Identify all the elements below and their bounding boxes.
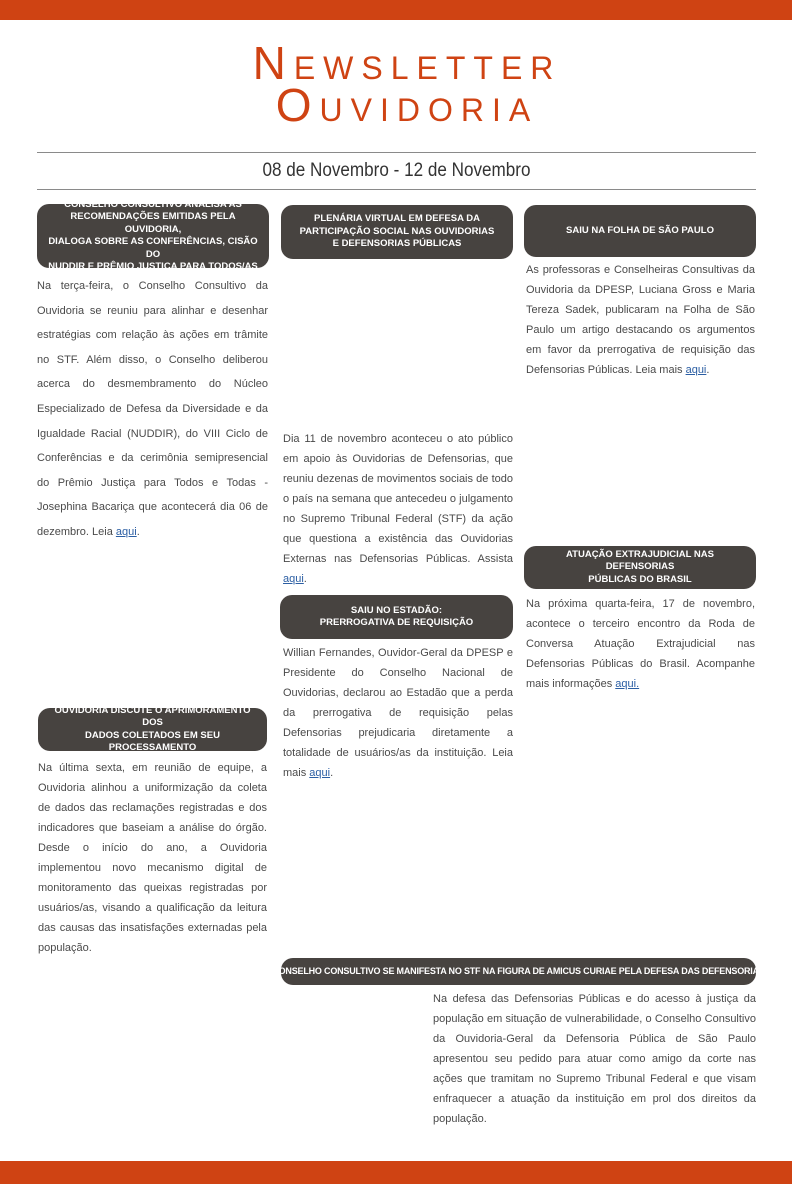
date-range: 08 de Novembro - 12 de Novembro — [262, 160, 531, 181]
article-body-text: Dia 11 de novembro aconteceu o ato público em apoio às Ouvidorias de Defensorias, que reuniu dezenas de movimentos sociais de todo o país na semana que antecedeu o julgamento no Supremo Tribunal Federal (STF) da ação que questiona a existência das Ouvidorias Externas nas Defensorias Públicas. Assista — [283, 433, 513, 565]
article-heading-folha-sao-paulo: SAIU NA FOLHA DE SÃO PAULO — [524, 205, 756, 257]
article-heading-conselho-consultivo: CONSELHO CONSULTIVO ANALISA AS RECOMENDAÇÕES EMITIDAS PELA OUVIDORIA, DIALOGA SOBRE AS CONFERÊNCIAS, CISÃO DO NUDDIR E PRÊMIO JUSTIÇA PARA TODOS/AS — [37, 204, 269, 268]
article-body-folha-sao-paulo — [526, 260, 755, 380]
article-body-text: As professoras e Conselheiras Consultivas da Ouvidoria da DPESP, Luciana Gross e Maria Tereza Sadek, publicaram na Folha de São Paulo um artigo destacando os argumentos em favor da prerrogativa de requisição das Defensorias Públicas. Leia mais — [526, 264, 755, 376]
article-body-end: . — [330, 767, 334, 779]
read-more-link[interactable]: aqui — [309, 767, 331, 779]
newsletter-title-line2: Ouvidoria — [275, 79, 539, 131]
article-heading-ouvidoria-dados: OUVIDORIA DISCUTE O APRIMORAMENTO DOS DADOS COLETADOS EM SEU PROCESSAMENTO — [38, 708, 267, 751]
article-body-ouvidoria-dados — [38, 758, 267, 958]
article-body-atuacao-extrajudicial — [526, 594, 755, 694]
article-body-end: . — [303, 573, 307, 585]
article-body-text: Na terça-feira, o Conselho Consultivo da Ouvidoria se reuniu para alinhar e desenhar estratégias com relação às ações em trâmite no STF. Além disso, o Conselho deliberou acerca do desmembramento do Núcleo Especializado de Defesa da Diversidade e da Igualdade Racial (NUDDIR), do VIII Ciclo de Conferências e da cerimônia semipresencial do Prêmio Justiça para Todos e Todas - Josephina Bacariça que acontecerá dia 06 de dezembro. Leia — [37, 280, 268, 538]
bottom-accent-bar — [0, 1161, 792, 1184]
header-divider-top — [37, 152, 756, 153]
article-body-plenaria-virtual — [283, 429, 513, 589]
article-heading-amicus-curiae: CONSELHO CONSULTIVO SE MANIFESTA NO STF NA FIGURA DE AMICUS CURIAE PELA DEFESA DAS DEFENSORIAS — [281, 958, 756, 985]
read-more-link[interactable]: aqui — [115, 525, 137, 538]
watch-link[interactable]: aqui — [283, 573, 304, 585]
article-body-text: Na próxima quarta-feira, 17 de novembro, acontece o terceiro encontro da Roda de Conversa Atuação Extrajudicial nas Defensorias Públicas do Brasil. Acompanhe mais informações — [526, 598, 755, 690]
newsletter-title-line1: Newsletter — [252, 37, 562, 89]
article-body-text: Willian Fernandes, Ouvidor-Geral da DPESP e Presidente do Conselho Nacional de Ouvidorias, declarou ao Estadão que a perda da prerrogativa de requisição pelas Defensorias prejudicaria diretamente a totalidade de usuários/as da instituição. Leia mais — [283, 647, 513, 779]
article-body-text: Na defesa das Defensorias Públicas e do acesso à justiça da população em situação de vulnerabilidade, o Conselho Consultivo da Ouvidoria-Geral da Defensoria Pública de São Paulo apresentou seu pedido para atuar como amigo da corte nas ações que tramitam no Supremo Tribunal Federal e que visam enfraquecer a atuação da instituição em prol dos direitos da população. — [433, 993, 756, 1125]
article-body-conselho-consultivo — [37, 274, 268, 545]
article-body-end: . — [136, 525, 140, 538]
article-heading-plenaria-virtual: PLENÁRIA VIRTUAL EM DEFESA DA PARTICIPAÇÃO SOCIAL NAS OUVIDORIAS E DEFENSORIAS PÚBLICAS — [281, 205, 513, 259]
article-body-text: Na última sexta, em reunião de equipe, a Ouvidoria alinhou a uniformização da coleta de dados das reclamações registradas e dos indicadores que baseiam a análise do órgão. Desde o início do ano, a Ouvidoria implementou novo mecanismo digital de monitoramento das queixas registradas por usuários/as, visando a qualificação da leitura das causas das insatisfações externadas pela população. — [38, 762, 267, 954]
more-info-link[interactable]: aqui. — [615, 678, 640, 690]
article-heading-atuacao-extrajudicial: ATUAÇÃO EXTRAJUDICIAL NAS DEFENSORIAS PÚBLICAS DO BRASIL — [524, 546, 756, 589]
read-more-link[interactable]: aqui — [685, 364, 707, 376]
article-body-end: . — [706, 364, 710, 376]
top-accent-bar — [0, 0, 792, 20]
article-body-amicus-curiae — [433, 989, 756, 1129]
header-divider-bottom — [37, 189, 756, 190]
article-heading-estadao: SAIU NO ESTADÃO: PRERROGATIVA DE REQUISIÇÃO — [280, 595, 513, 639]
article-body-estadao — [283, 643, 513, 783]
